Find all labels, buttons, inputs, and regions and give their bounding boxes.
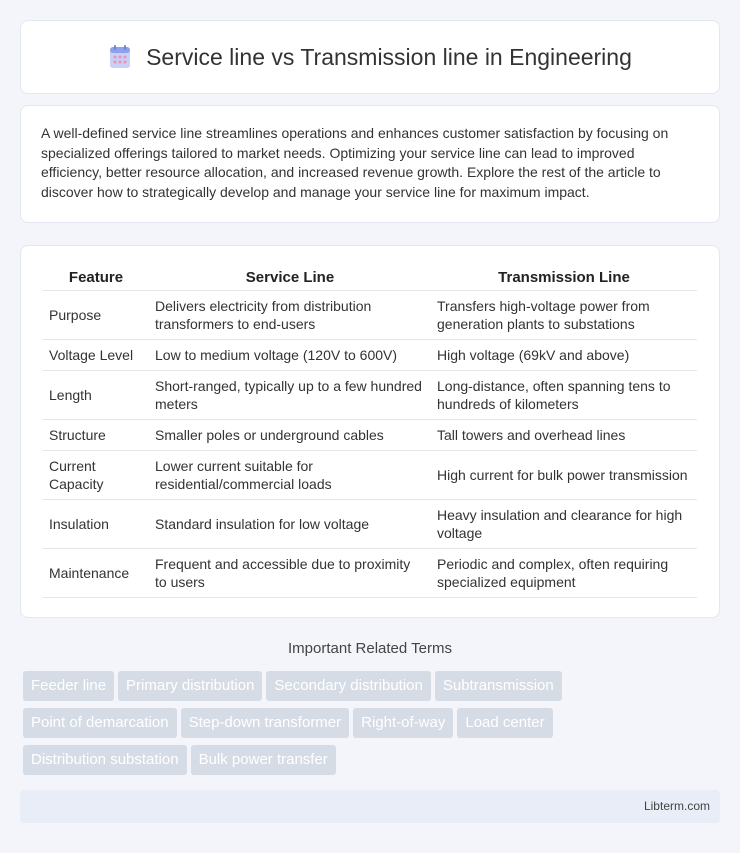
row-transmission-cell: Heavy insulation and clearance for high voltage — [431, 500, 697, 549]
related-term-tag[interactable]: Primary distribution — [118, 671, 262, 701]
table-row — [43, 549, 697, 598]
related-term-tag[interactable]: Load center — [457, 708, 552, 738]
related-terms-title: Important Related Terms — [288, 640, 452, 657]
related-term-tag[interactable]: Right-of-way — [353, 708, 453, 738]
row-transmission-cell: High current for bulk power transmission — [431, 451, 697, 500]
row-transmission-cell: High voltage (69kV and above) — [431, 340, 697, 371]
related-term-tag[interactable]: Step-down transformer — [181, 708, 350, 738]
table-row — [43, 340, 697, 371]
row-service-cell: Lower current suitable for residential/commercial loads — [149, 451, 431, 500]
row-feature-cell: Insulation — [43, 500, 149, 549]
related-term-tag[interactable]: Subtransmission — [435, 671, 562, 701]
comparison-table — [43, 266, 697, 598]
table-row — [43, 371, 697, 420]
row-feature-cell: Current Capacity — [43, 451, 149, 500]
row-feature-cell: Structure — [43, 420, 149, 451]
table-row — [43, 291, 697, 340]
column-header-transmission-line: Transmission Line — [431, 266, 697, 291]
row-feature-cell: Voltage Level — [43, 340, 149, 371]
row-service-cell: Short-ranged, typically up to a few hundred meters — [149, 371, 431, 420]
column-header-feature: Feature — [43, 266, 149, 291]
intro-card — [20, 105, 720, 223]
row-feature-cell: Purpose — [43, 291, 149, 340]
row-service-cell: Smaller poles or underground cables — [149, 420, 431, 451]
row-transmission-cell: Long-distance, often spanning tens to hundreds of kilometers — [431, 371, 697, 420]
column-header-service-line: Service Line — [149, 266, 431, 291]
row-service-cell: Low to medium voltage (120V to 600V) — [149, 340, 431, 371]
related-term-tag[interactable]: Point of demarcation — [23, 708, 177, 738]
related-terms-list — [23, 671, 723, 782]
related-term-tag[interactable]: Distribution substation — [23, 745, 187, 775]
footer — [20, 790, 720, 823]
comparison-card — [20, 245, 720, 618]
title-card — [20, 20, 720, 94]
row-feature-cell: Length — [43, 371, 149, 420]
table-row — [43, 500, 697, 549]
table-row — [43, 420, 697, 451]
related-term-tag[interactable]: Feeder line — [23, 671, 114, 701]
row-service-cell: Standard insulation for low voltage — [149, 500, 431, 549]
table-header-row — [43, 266, 697, 291]
row-transmission-cell: Transfers high-voltage power from generation plants to substations — [431, 291, 697, 340]
row-transmission-cell: Tall towers and overhead lines — [431, 420, 697, 451]
footer-site-link[interactable]: Libterm.com — [643, 799, 710, 813]
row-transmission-cell: Periodic and complex, often requiring specialized equipment — [431, 549, 697, 598]
related-term-tag[interactable]: Secondary distribution — [266, 671, 430, 701]
related-term-tag[interactable]: Bulk power transfer — [191, 745, 336, 775]
row-feature-cell: Maintenance — [43, 549, 149, 598]
page-title: Service line vs Transmission line in Engineering — [146, 43, 632, 70]
row-service-cell: Frequent and accessible due to proximity to users — [149, 549, 431, 598]
intro-text: A well-defined service line streamlines operations and enhances customer satisfaction by focusing on specialized offerings tailored to market needs. Optimizing your service line can lead to improved efficiency, better resource allocation, and increased revenue growth. Explore the rest of the article to discover how to strategically develop and manage your service line for maximum impact. — [41, 125, 669, 200]
row-service-cell: Delivers electricity from distribution transformers to end-users — [149, 291, 431, 340]
table-row — [43, 451, 697, 500]
document-icon — [108, 44, 132, 70]
